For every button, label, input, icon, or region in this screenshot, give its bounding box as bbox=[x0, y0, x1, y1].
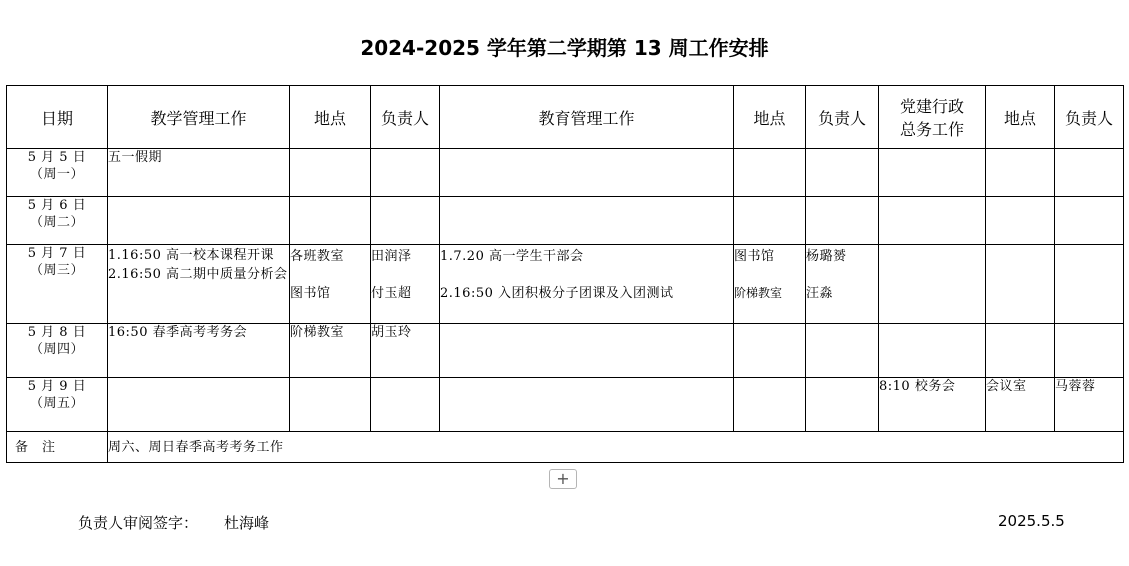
teaching-person-cell bbox=[371, 197, 440, 245]
place-item: 各班教室 bbox=[290, 249, 345, 264]
header-party-line1: 党建行政 bbox=[899, 97, 964, 116]
place-item: 阶梯教室 bbox=[290, 325, 345, 340]
date-cell bbox=[7, 197, 108, 245]
weekday-label: （周二） bbox=[29, 215, 84, 230]
education-cell bbox=[440, 378, 734, 432]
place-item: 会议室 bbox=[986, 379, 1027, 394]
teaching-place-cell bbox=[290, 245, 371, 324]
header-education-person: 负责人 bbox=[806, 86, 879, 149]
table-row bbox=[7, 324, 1124, 378]
education-cell bbox=[440, 149, 734, 197]
education-person-cell bbox=[806, 324, 879, 378]
date-label: 5 月 9 日 bbox=[27, 379, 87, 394]
party-place-cell bbox=[986, 324, 1055, 378]
table-row bbox=[7, 378, 1124, 432]
weekday-label: （周四） bbox=[29, 342, 84, 357]
table-row bbox=[7, 149, 1124, 197]
education-cell bbox=[440, 324, 734, 378]
party-person-cell bbox=[1055, 378, 1124, 432]
signature-label: 负责人审阅签字： bbox=[78, 514, 199, 532]
header-row bbox=[7, 86, 1124, 149]
party-place-cell bbox=[986, 197, 1055, 245]
header-teaching: 教学管理工作 bbox=[108, 86, 290, 149]
person-item: 付玉超 bbox=[371, 286, 412, 301]
teaching-cell bbox=[108, 197, 290, 245]
weekday-label: （周一） bbox=[29, 167, 84, 182]
header-education: 教育管理工作 bbox=[440, 86, 734, 149]
teaching-cell bbox=[108, 245, 290, 324]
weekday-label: （周三） bbox=[29, 263, 84, 278]
teaching-person-cell bbox=[371, 378, 440, 432]
education-item: 1.7.20 高一学生干部会 bbox=[440, 249, 584, 264]
schedule-table bbox=[6, 85, 1124, 463]
notes-row bbox=[7, 432, 1124, 463]
date-label: 5 月 8 日 bbox=[27, 325, 87, 340]
party-item: 8:10 校务会 bbox=[879, 379, 956, 394]
weekday-label: （周五） bbox=[29, 396, 84, 411]
page-title: 2024-2025 学年第二学期第 13 周工作安排 bbox=[360, 36, 769, 60]
place-item: 图书馆 bbox=[734, 249, 775, 264]
date-cell bbox=[7, 245, 108, 324]
party-cell bbox=[879, 324, 986, 378]
teaching-place-cell bbox=[290, 197, 371, 245]
teaching-person-cell bbox=[371, 245, 440, 324]
teaching-cell bbox=[108, 378, 290, 432]
party-cell bbox=[879, 197, 986, 245]
notes-text: 周六、周日春季高考考务工作 bbox=[108, 432, 1124, 463]
header-party bbox=[879, 86, 986, 149]
footer-date: 2025.5.5 bbox=[998, 512, 1065, 530]
header-party-line2: 总务工作 bbox=[899, 120, 964, 139]
party-person-cell bbox=[1055, 197, 1124, 245]
party-person-cell bbox=[1055, 245, 1124, 324]
education-person-cell bbox=[806, 149, 879, 197]
table-row bbox=[7, 197, 1124, 245]
teaching-person-cell bbox=[371, 324, 440, 378]
teaching-item: 2.16:50 高二期中质量分析会 bbox=[108, 267, 288, 282]
header-date: 日期 bbox=[7, 86, 108, 149]
date-cell bbox=[7, 149, 108, 197]
party-place-cell bbox=[986, 245, 1055, 324]
person-item: 马蓉蓉 bbox=[1055, 379, 1096, 394]
education-place-cell bbox=[734, 197, 806, 245]
party-cell bbox=[879, 378, 986, 432]
date-cell bbox=[7, 324, 108, 378]
education-person-cell bbox=[806, 245, 879, 324]
header-education-place: 地点 bbox=[734, 86, 806, 149]
party-person-cell bbox=[1055, 149, 1124, 197]
education-cell bbox=[440, 245, 734, 324]
teaching-item: 16:50 春季高考考务会 bbox=[108, 325, 248, 340]
teaching-place-cell bbox=[290, 378, 371, 432]
header-teaching-place: 地点 bbox=[290, 86, 371, 149]
teaching-place-cell bbox=[290, 149, 371, 197]
party-place-cell bbox=[986, 378, 1055, 432]
date-label: 5 月 7 日 bbox=[27, 246, 87, 261]
teaching-place-cell bbox=[290, 324, 371, 378]
education-place-cell bbox=[734, 245, 806, 324]
education-item: 2.16:50 入团积极分子团课及入团测试 bbox=[440, 286, 674, 301]
header-party-person: 负责人 bbox=[1055, 86, 1124, 149]
notes-label: 备 注 bbox=[7, 432, 108, 463]
header-teaching-person: 负责人 bbox=[371, 86, 440, 149]
education-person-cell bbox=[806, 378, 879, 432]
header-party-place: 地点 bbox=[986, 86, 1055, 149]
date-label: 5 月 6 日 bbox=[27, 198, 87, 213]
date-label: 5 月 5 日 bbox=[27, 150, 87, 165]
place-item: 阶梯教室 bbox=[734, 286, 783, 300]
teaching-item: 五一假期 bbox=[108, 150, 163, 165]
table-row bbox=[7, 245, 1124, 324]
party-place-cell bbox=[986, 149, 1055, 197]
person-item: 汪淼 bbox=[806, 286, 834, 301]
education-place-cell bbox=[734, 324, 806, 378]
teaching-item: 1.16:50 高一校本课程开课 bbox=[108, 248, 274, 263]
party-cell bbox=[879, 245, 986, 324]
add-row-button[interactable]: + bbox=[549, 469, 577, 489]
person-item: 杨璐赟 bbox=[806, 249, 847, 264]
education-place-cell bbox=[734, 149, 806, 197]
party-cell bbox=[879, 149, 986, 197]
date-cell bbox=[7, 378, 108, 432]
person-item: 田润泽 bbox=[371, 249, 412, 264]
person-item: 胡玉玲 bbox=[371, 325, 412, 340]
education-place-cell bbox=[734, 378, 806, 432]
signature-name: 杜海峰 bbox=[224, 514, 270, 532]
education-person-cell bbox=[806, 197, 879, 245]
place-item: 图书馆 bbox=[290, 286, 331, 301]
teaching-cell bbox=[108, 324, 290, 378]
teaching-person-cell bbox=[371, 149, 440, 197]
education-cell bbox=[440, 197, 734, 245]
teaching-cell bbox=[108, 149, 290, 197]
party-person-cell bbox=[1055, 324, 1124, 378]
